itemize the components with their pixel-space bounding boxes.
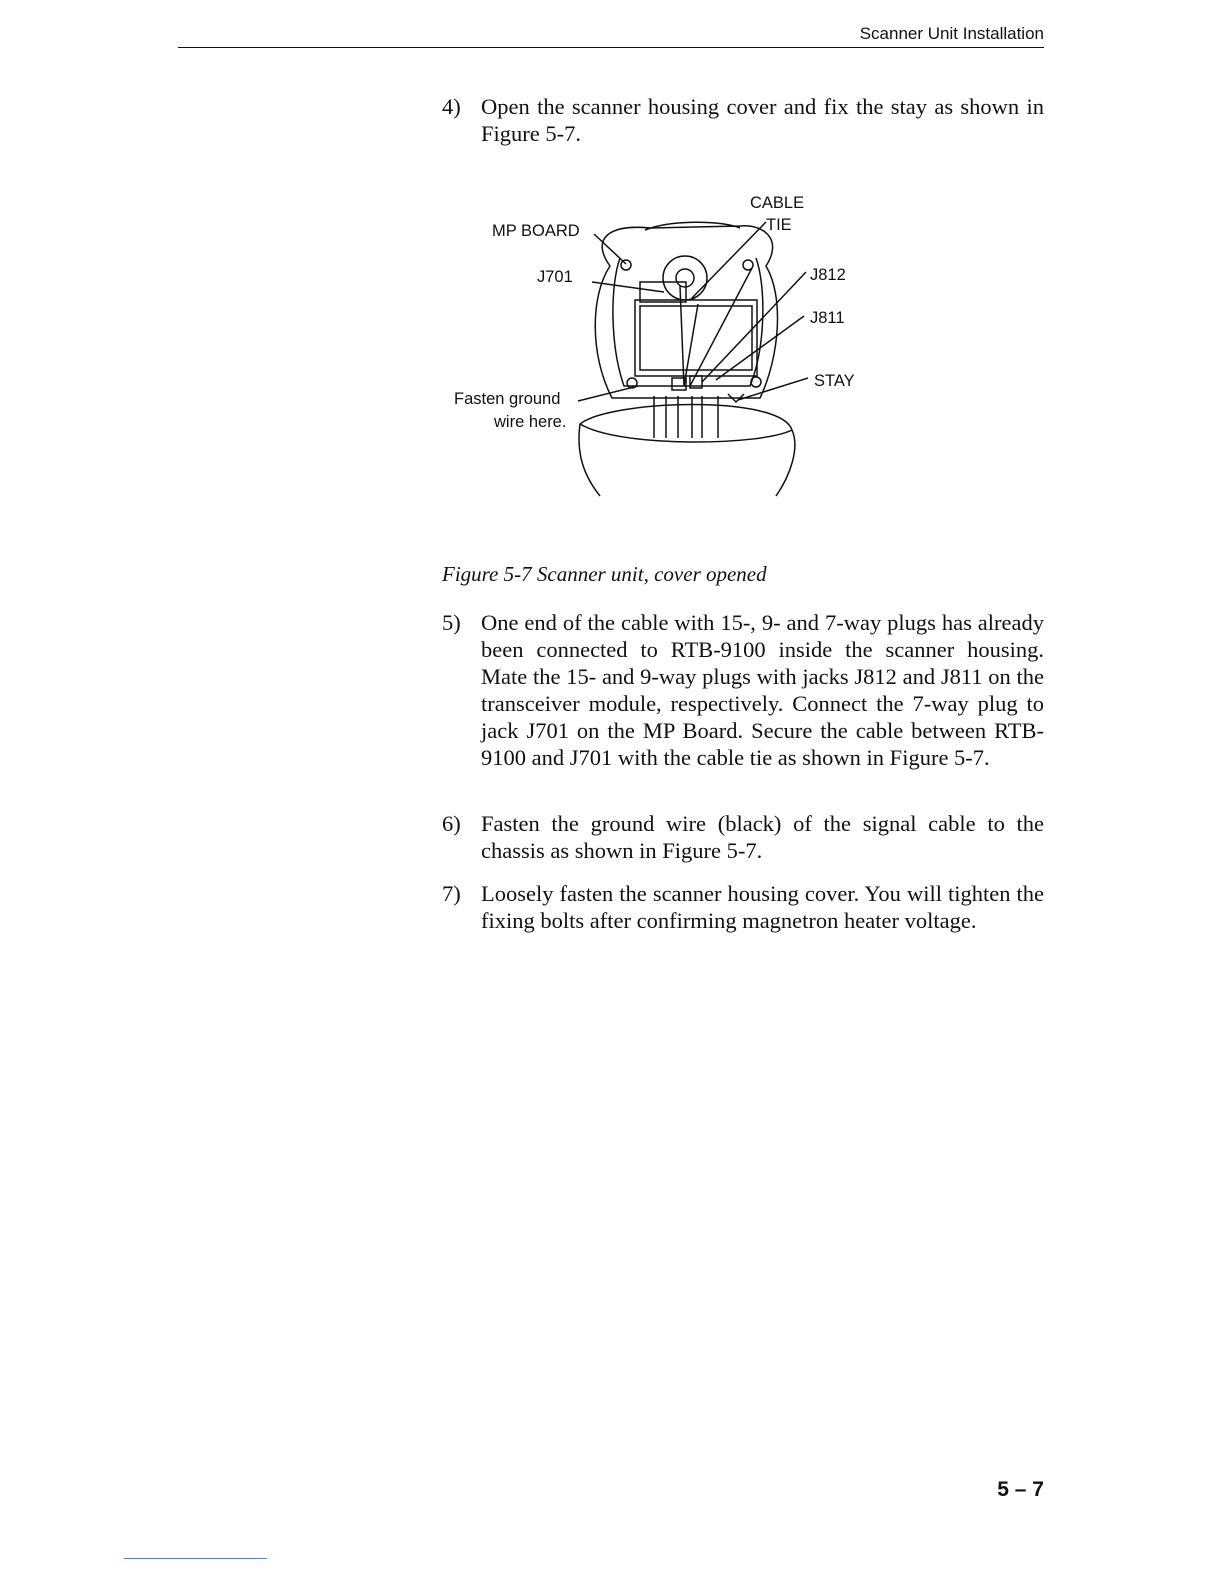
step-4 (442, 93, 1044, 147)
figure-caption: Figure 5-7 Scanner unit, cover opened (442, 562, 767, 586)
figure-scanner-unit (440, 186, 880, 516)
step-number: 7) (442, 881, 461, 906)
page-number: 5 – 7 (997, 1478, 1044, 1501)
step-5 (442, 609, 1044, 771)
label-j811: J811 (810, 309, 845, 327)
footer-divider (124, 1558, 267, 1559)
step-number: 4) (442, 94, 461, 119)
step-text: Open the scanner housing cover and fix the stay as shown in Figure 5-7. (481, 94, 1044, 146)
step-text: Fasten the ground wire (black) of the signal cable to the chassis as shown in Figure 5-7. (481, 811, 1044, 863)
step-6 (442, 810, 1044, 864)
step-text: Loosely fasten the scanner housing cover. You will tighten the fixing bolts after confirming magnetron heater voltage. (481, 881, 1044, 933)
label-fasten-ground: Fasten ground (454, 390, 561, 408)
step-7 (442, 880, 1044, 934)
label-tie: TIE (766, 216, 792, 234)
label-j812: J812 (810, 266, 846, 284)
label-mp-board: MP BOARD (492, 222, 580, 240)
label-cable: CABLE (750, 194, 805, 212)
step-number: 5) (442, 610, 461, 635)
step-text: One end of the cable with 15-, 9- and 7-way plugs has already been connected to RTB-9100 inside the scanner housing. Mate the 15- and 9-way plugs with jacks J812 and J811 on the transceiver module, respectively. Connect the 7-way plug to jack J701 on the MP Board. Secure the cable between RTB-9100 and J701 with the cable tie as shown in Figure 5-7. (481, 610, 1044, 770)
step-number: 6) (442, 811, 461, 836)
label-wire-here: wire here. (494, 413, 567, 431)
running-header (178, 24, 1044, 48)
label-j701: J701 (537, 268, 573, 286)
running-header-title: Scanner Unit Installation (859, 24, 1044, 43)
label-stay: STAY (814, 372, 855, 390)
